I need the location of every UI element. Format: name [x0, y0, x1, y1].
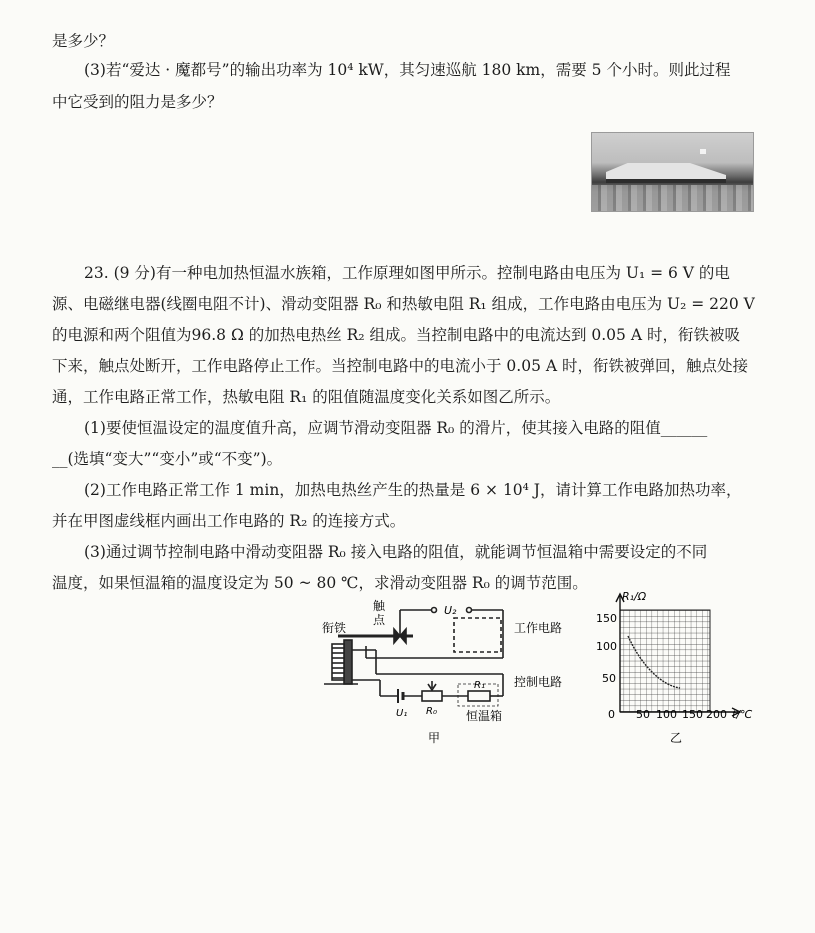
ship-flag — [700, 149, 706, 154]
y-tick: 50 — [602, 672, 616, 685]
x-tick: 150 — [682, 708, 703, 721]
x-axis-label: t/℃ — [732, 708, 753, 721]
graph-grid — [620, 610, 710, 712]
resistance-temperature-graph — [590, 588, 760, 748]
text-line: 中它受到的阻力是多少？ — [52, 93, 223, 111]
text-line: 源、电磁继电器(线圈电阻不计)、滑动变阻器 R₀ 和热敏电阻 R₁ 组成，工作电路由电压为 U₂ = 220 V — [52, 295, 755, 313]
y-tick: 150 — [596, 612, 617, 625]
y-axis-label: R₁/Ω — [622, 590, 647, 603]
text-line: (1)要使恒温设定的温度值升高，应调节滑动变阻器 R₀ 的滑片，使其接入电路的阻值______ — [84, 419, 708, 437]
label-contact-1: 触 — [373, 599, 386, 613]
label-r1: R₁ — [474, 680, 485, 691]
cruise-ship-photo — [591, 132, 754, 212]
label-u1: U₁ — [396, 708, 408, 719]
text-line: 并在甲图虚线框内画出工作电路的 R₂ 的连接方式。 — [52, 512, 406, 530]
text-line: __(选填“变大”“变小”或“不变”)。 — [52, 450, 283, 468]
circuit-diagram — [318, 596, 578, 746]
label-work-circuit: 工作电路 — [514, 621, 563, 635]
label-thermostat-box: 恒温箱 — [466, 709, 503, 723]
label-armature: 衔铁 — [322, 621, 347, 635]
text-line: 下来，触点处断开，工作电路停止工作。当控制电路中的电流小于 0.05 A 时，衔铁被弹回，触点处接 — [52, 357, 748, 375]
text-line: 温度，如果恒温箱的温度设定为 50 ~ 80 ℃，求滑动变阻器 R₀ 的调节范围。 — [52, 574, 588, 592]
label-u2: U₂ — [444, 604, 457, 617]
x-tick: 100 — [656, 708, 677, 721]
figure-caption-yi: 乙 — [670, 731, 683, 745]
label-contact-2: 点 — [373, 613, 386, 627]
text-line: 的电源和两个阻值为96.8 Ω 的加热电热丝 R₂ 组成。当控制电路中的电流达到 0.05 A 时，衔铁被吸 — [52, 326, 740, 344]
text-line: 23. (9 分)有一种电加热恒温水族箱，工作原理如图甲所示。控制电路由电压为 U₁ = 6 V 的电 — [84, 264, 730, 282]
x-tick: 50 — [636, 708, 650, 721]
x-tick: 200 — [706, 708, 727, 721]
label-control-circuit: 控制电路 — [514, 675, 563, 689]
ship-shape — [606, 163, 726, 183]
label-r0: R₀ — [426, 706, 437, 717]
text-line: 通，工作电路正常工作，热敏电阻 R₁ 的阻值随温度变化关系如图乙所示。 — [52, 388, 561, 406]
text-line: (3)通过调节控制电路中滑动变阻器 R₀ 接入电路的阻值，就能调节恒温箱中需要设定的不同 — [84, 543, 708, 561]
x-tick: 0 — [608, 708, 615, 721]
y-tick: 100 — [596, 640, 617, 653]
text-line: (3)若“爱达 · 魔都号”的输出功率为 10⁴ kW，其匀速巡航 180 km，需要 5 个小时。则此过程 — [84, 61, 731, 79]
water-texture — [592, 185, 753, 211]
text-line: (2)工作电路正常工作 1 min，加热电热丝产生的热量是 6 × 10⁴ J，请计算工作电路加热功率， — [84, 481, 742, 499]
text-line: 是多少？ — [52, 32, 115, 50]
figure-caption-jia: 甲 — [428, 731, 441, 745]
